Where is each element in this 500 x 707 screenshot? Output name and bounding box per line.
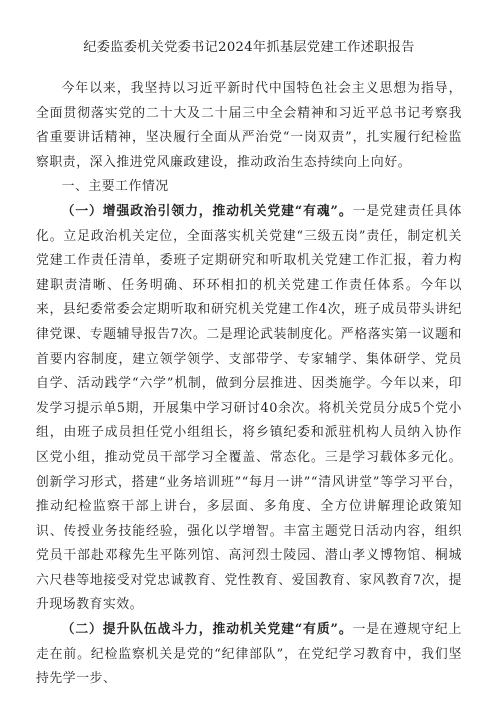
intro-paragraph: 今年以来，我坚持以习近平新时代中国特色社会主义思想为指导，全面贯彻落实党的二十大及二十届三中全会精神和习近平总书记考察我省重要讲话精神，坚决履行全面从严治党“一岗双责”，扎实履行纪检监察职责，深入推进党风廉政建设，推动政治生态持续向上向好。 — [36, 81, 462, 170]
item2-paragraph — [36, 618, 462, 692]
item1-paragraph — [36, 200, 462, 618]
item1-body: 一是党建责任具体化。立足政治机关定位，全面落实机关党建“三级五岗”责任，制定机关党建工作责任清单，委班子定期研究和听取机关党建工作汇报，着力构建职责清晰、任务明确、环环相扣的机关党建工作责任体系。今年以来，县纪委常委会定期听取和研究机关党建工作4次，班子成员带头讲纪律党课、专题辅导报告7次。二是理论武装制度化。严格落实第一议题和首要内容制度，建立领学领学、支部带学、专家辅学、集体研学、党员自学、活动践学“六学”机制，做到分层推进、因类施学。今年以来，印发学习提示单5期，开展集中学习研讨40余次。将机关党员分成5个党小组，由班子成员担任党小组组长，将乡镇纪委和派驻机构人员纳入协作区党小组，推动党员干部学习全覆盖、常态化。三是学习载体多元化。创新学习形式，搭建“业务培训班”“每月一讲”“清风讲堂”等学习平台，推动纪检监察干部上讲台，多层面、多角度、全方位讲解理论政策知识、传授业务技能经验，强化以学增智。丰富主题党日活动内容，组织党员干部赴邓稼先生平陈列馆、高河烈士陵园、潜山孝义博物馆、桐城六尺巷等地接受对党忠诚教育、党性教育、爱国教育、家风教育7次，提升现场教育实效。 — [36, 203, 462, 613]
item2-lead: （二）提升队伍战斗力，推动机关党建“有质”。 — [61, 622, 353, 638]
item2-body: 一是在遵规守纪上走在前。纪检监察机关是党的“纪律部队”，在党纪学习教育中，我们坚持先学一步、 — [36, 622, 462, 687]
item1-lead: （一）增强政治引领力，推动机关党建“有魂”。 — [61, 203, 353, 219]
document-title: 纪委监委机关党委书记2024年抓基层党建工作述职报告 — [83, 40, 415, 55]
section-heading-main-work: 一、主要工作情况 — [61, 179, 169, 195]
